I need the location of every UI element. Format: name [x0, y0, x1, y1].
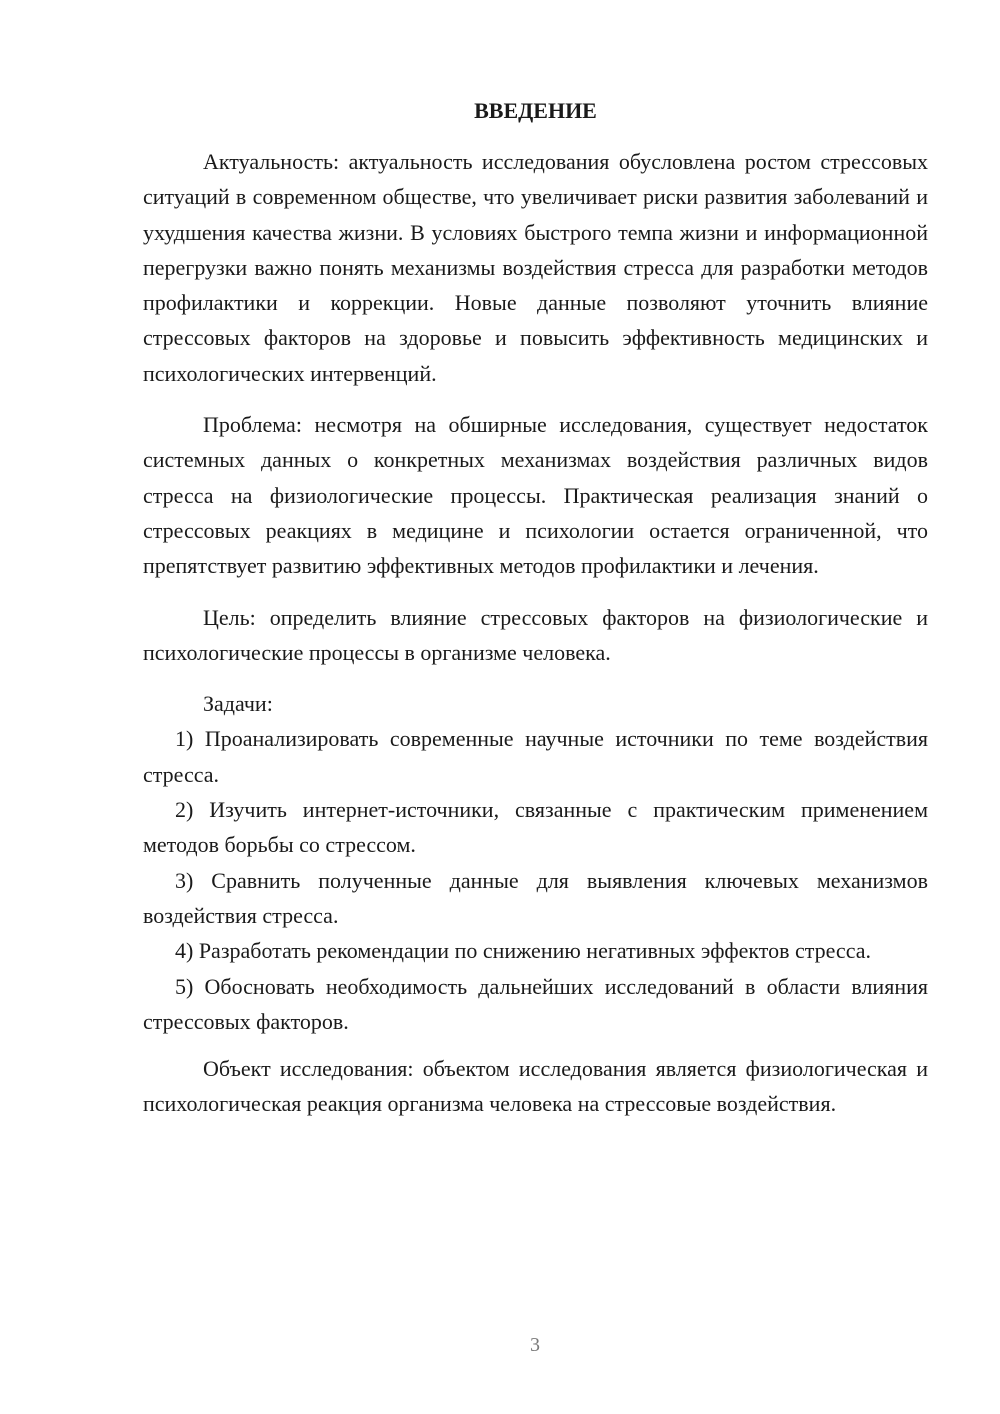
task-item-1: 1) Проанализировать современные научные источники по теме воздействия стресса.	[143, 726, 928, 787]
page-number: 3	[530, 1334, 540, 1356]
problem-paragraph: Проблема: несмотря на обширные исследования, существует недостаток системных данных о конкретных механизмах воздействия различных видов стресса на физиологические процессы. Практическая реализация знаний о стрессовых реакциях в медицине и психологии остается ограниченной, что препятствует развитию эффективных методов профилактики и лечения.	[143, 412, 928, 579]
page-title: ВВЕДЕНИЕ	[474, 98, 597, 123]
task-item-5: 5) Обосновать необходимость дальнейших исследований в области влияния стрессовых факторов.	[143, 973, 928, 1034]
tasks-heading: Задачи:	[203, 691, 273, 717]
task-item-4: 4) Разработать рекомендации по снижению негативных эффектов стресса.	[175, 938, 871, 964]
task-item-2: 2) Изучить интернет-источники, связанные с практическим применением методов борьбы со стрессом.	[143, 797, 928, 858]
document-body	[143, 96, 928, 1122]
task-item-3: 3) Сравнить полученные данные для выявления ключевых механизмов воздействия стресса.	[143, 867, 928, 928]
object-paragraph: Объект исследования: объектом исследования является физиологическая и психологическая реакция организма человека на стрессовые воздействия.	[143, 1056, 928, 1117]
relevance-paragraph: Актуальность: актуальность исследования обусловлена ростом стрессовых ситуаций в современном обществе, что увеличивает риски развития заболеваний и ухудшения качества жизни. В условиях быстрого темпа жизни и информационной перегрузки важно понять механизмы воздействия стресса для разработки методов профилактики и коррекции. Новые данные позволяют уточнить влияние стрессовых факторов на здоровье и повысить эффективность медицинских и психологических интервенций.	[143, 149, 928, 386]
goal-paragraph: Цель: определить влияние стрессовых факторов на физиологические и психологические процессы в организме человека.	[143, 604, 928, 665]
